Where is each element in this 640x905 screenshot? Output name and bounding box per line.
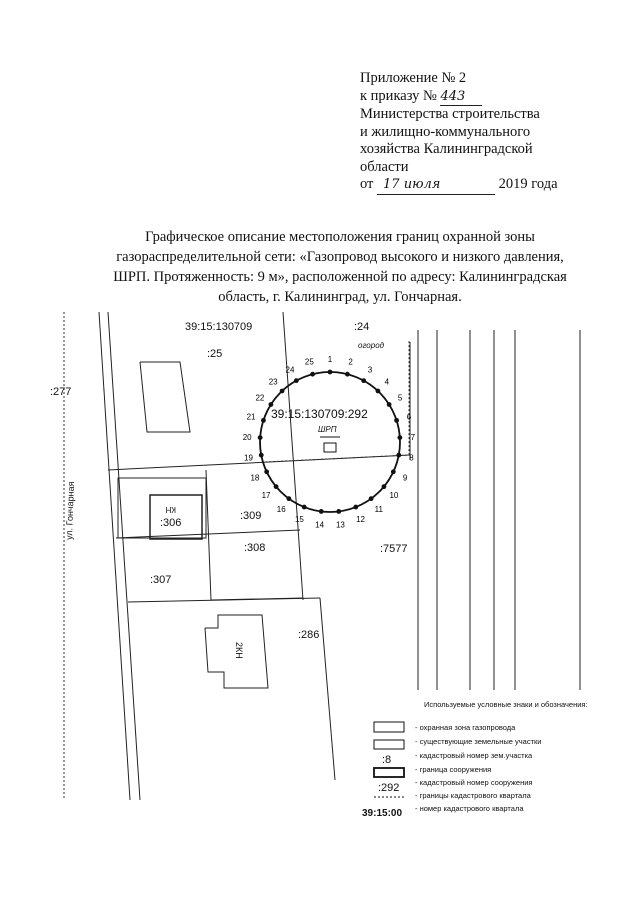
zone-point-15 — [302, 505, 307, 510]
zone-point-label-11: 11 — [374, 505, 383, 515]
legend-item-parcels: - существующие земельные участки — [415, 737, 542, 746]
order-number: 443 — [440, 88, 482, 107]
zone-point-label-7: 7 — [410, 432, 416, 442]
zone-point-label-5: 5 — [397, 393, 403, 403]
zone-point-25 — [310, 372, 315, 377]
title-line4: область, г. Калининград, ул. Гончарная. — [218, 289, 462, 305]
zone-points — [243, 355, 416, 529]
legend-swatch-structure — [374, 768, 404, 777]
quarter-label: 39:15:130709 — [185, 321, 253, 333]
legend-item-structure-number: - кадастровый номер сооружения — [415, 778, 533, 787]
zone-point-label-17: 17 — [261, 490, 271, 500]
legend-item-parcel-number: - кадастровый номер зем.участка — [415, 751, 533, 760]
title-line2: газораспределительной сети: «Газопровод высокого и низкого давления, — [116, 249, 564, 265]
zone-point-label-8: 8 — [409, 453, 414, 463]
appendix-line3: Министерства строительства — [360, 106, 540, 122]
zone-point-8 — [396, 453, 401, 458]
zone-point-label-2: 2 — [348, 357, 353, 367]
zone-point-23 — [280, 389, 285, 394]
zone-point-label-12: 12 — [356, 515, 366, 525]
zone-point-label-15: 15 — [294, 515, 304, 525]
parcel-308-label: :308 — [244, 542, 266, 554]
legend-swatch-zone — [374, 722, 404, 732]
legend-sample-structure-number: :292 — [378, 782, 400, 794]
zone-point-label-10: 10 — [389, 490, 399, 500]
legend-swatch-parcels — [374, 740, 404, 749]
zone-point-label-14: 14 — [315, 520, 325, 530]
zone-point-20 — [258, 435, 263, 440]
street-label: ул. Гончарная — [64, 481, 77, 541]
zone-point-9 — [391, 469, 396, 474]
appendix-line1: Приложение № 2 — [360, 70, 467, 86]
zone-point-label-24: 24 — [285, 365, 295, 375]
boundary-vertical-1 — [283, 312, 303, 600]
zone-point-label-18: 18 — [250, 473, 260, 483]
bldg-2kn-label: 2КН — [234, 642, 244, 659]
title-line1: Графическое описание местоположения границ охранной зоны — [145, 229, 535, 245]
zone-point-16 — [286, 496, 291, 501]
parcel-309-outline — [206, 470, 303, 600]
title-line3: ШРП. Протяженность: 9 м», расположенной по адресу: Калининградская — [113, 269, 567, 285]
zone-point-12 — [353, 505, 358, 510]
zone-point-17 — [274, 484, 279, 489]
zone-point-18 — [264, 469, 269, 474]
legend-title: Используемые условные знаки и обозначения: — [424, 700, 588, 709]
zone-point-7 — [397, 435, 402, 440]
shrp-label: ШРП — [318, 425, 337, 434]
parcel-286-label: :286 — [298, 629, 320, 641]
zone-point-label-19: 19 — [244, 453, 253, 463]
zone-point-label-6: 6 — [406, 412, 412, 422]
zone-point-24 — [294, 378, 299, 383]
boundary-horizontal-1 — [108, 455, 410, 470]
parcel-24-label: :24 — [354, 321, 370, 333]
zone-point-label-13: 13 — [335, 520, 345, 530]
parcel-286-right — [320, 598, 335, 780]
zone-point-10 — [382, 484, 387, 489]
zone-point-19 — [259, 453, 264, 458]
zone-point-13 — [336, 509, 341, 514]
legend-item-structure-border: - граница сооружения — [415, 765, 492, 774]
legend-item-quarter-number: - номер кадастрового квартала — [415, 804, 524, 813]
street-edge-2 — [108, 312, 140, 800]
zone-point-label-25: 25 — [304, 357, 314, 367]
parcel-306-label: :306 — [160, 517, 182, 529]
order-prefix: к приказу № — [360, 87, 437, 104]
zone-point-label-4: 4 — [384, 377, 390, 387]
ogorod-label: огород — [358, 341, 385, 350]
parcel-309-label: :309 — [240, 510, 262, 522]
zone-point-21 — [261, 418, 266, 423]
legend-item-quarter-boundary: - границы кадастрового квартала — [415, 791, 531, 800]
zone-point-4 — [376, 389, 381, 394]
date-suffix: 2019 года — [498, 176, 558, 192]
zone-point-label-20: 20 — [242, 432, 252, 442]
legend-sample-parcel-number: :8 — [382, 754, 392, 766]
zone-point-label-9: 9 — [402, 473, 408, 483]
parcel-277-label: :277 — [50, 386, 72, 398]
appendix-line6: области — [360, 158, 409, 175]
parcel-286-top — [128, 598, 320, 602]
zone-point-label-16: 16 — [276, 505, 286, 515]
zone-point-label-23: 23 — [268, 377, 278, 387]
street-edge-1 — [99, 312, 130, 800]
appendix-line5: хозяйства Калининградской — [360, 141, 533, 157]
appendix-line4: и жилищно-коммунального — [360, 123, 531, 140]
parcel-307-label: :307 — [150, 574, 172, 586]
parcel-306-outline — [118, 478, 206, 538]
parcel-25-label: :25 — [207, 348, 223, 360]
zone-point-3 — [361, 378, 366, 383]
bldg-kn-label: КН — [165, 505, 176, 514]
date-handwritten: 17 июля — [377, 176, 495, 195]
legend-sample-quarter-number: 39:15:00 — [362, 808, 403, 819]
zone-point-1 — [328, 370, 333, 375]
zone-point-6 — [394, 418, 399, 423]
date-prefix: от — [360, 176, 374, 192]
zone-point-2 — [345, 372, 350, 377]
zone-point-5 — [387, 402, 392, 407]
zone-point-14 — [319, 509, 324, 514]
zone-point-label-22: 22 — [255, 393, 265, 403]
zone-cadastral-label: 39:15:130709:292 — [271, 407, 368, 421]
parcel-7577-label: :7577 — [380, 543, 408, 555]
zone-point-11 — [369, 496, 374, 501]
zone-point-label-21: 21 — [246, 412, 256, 422]
shrp-symbol — [324, 443, 336, 452]
zone-point-label-1: 1 — [327, 355, 333, 364]
legend-item-zone: - охранная зона газопровода — [415, 723, 516, 732]
zone-point-label-3: 3 — [367, 365, 373, 375]
building-25 — [140, 362, 190, 432]
